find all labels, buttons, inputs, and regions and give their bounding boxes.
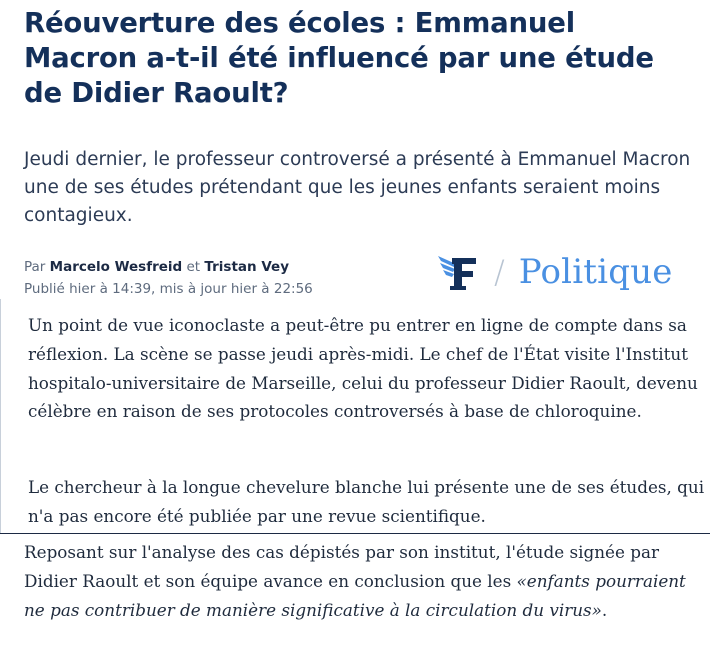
article-standfirst: Jeudi dernier, le professeur controversé a présenté à Emmanuel Macron une de ses études prétendant que les jeunes enfants seraient moins contagieux.	[24, 149, 691, 226]
paragraph-3-end: .	[601, 599, 608, 620]
article-paragraph-2: Le chercheur à la longue chevelure blanche lui présente une de ses études, qui n'a pas encore été publiée par une revue scientifique.	[28, 477, 705, 526]
publication-date: Publié hier à 14:39, mis à jour hier à 22:56	[24, 281, 313, 297]
byline	[24, 256, 424, 300]
le-figaro-f-logo-icon	[436, 252, 478, 292]
content-left-border	[0, 299, 1, 534]
section-brand[interactable]	[436, 248, 673, 296]
article-headline: Réouverture des écoles : Emmanuel Macron a-t-il été influencé par une étude de Didier Raoult?	[24, 7, 654, 109]
paragraph-3-text: Reposant sur l'analyse des cas dépistés par son institut, l'étude signée par Didier Raoult et son équipe avance en conclusion que les	[24, 542, 659, 591]
section-label-politique[interactable]: Politique	[518, 252, 673, 292]
paragraph-3-quote: «enfants pourraient ne pas contribuer de manière significative à la circulation du virus»	[24, 570, 686, 620]
author-link-marcelo-wesfreid[interactable]: Marcelo Wesfreid	[49, 259, 183, 275]
section-divider	[0, 533, 710, 534]
byline-authors	[24, 256, 424, 278]
byline-prefix: Par	[24, 259, 46, 275]
brand-separator: /	[494, 253, 505, 291]
article-paragraph-1: Un point de vue iconoclaste a peut-être pu entrer en ligne de compte dans sa réflexion. La scène se passe jeudi après-midi. Le chef de l'État visite l'Institut hospitalo-universitaire de Marseille, celui du professeur Didier Raoult, devenu célèbre en raison de ses protocoles controversés à base de chloroquine.	[28, 315, 698, 422]
byline-conjunction: et	[186, 259, 201, 275]
article-paragraph-3	[24, 538, 709, 624]
author-link-tristan-vey[interactable]: Tristan Vey	[204, 259, 289, 275]
